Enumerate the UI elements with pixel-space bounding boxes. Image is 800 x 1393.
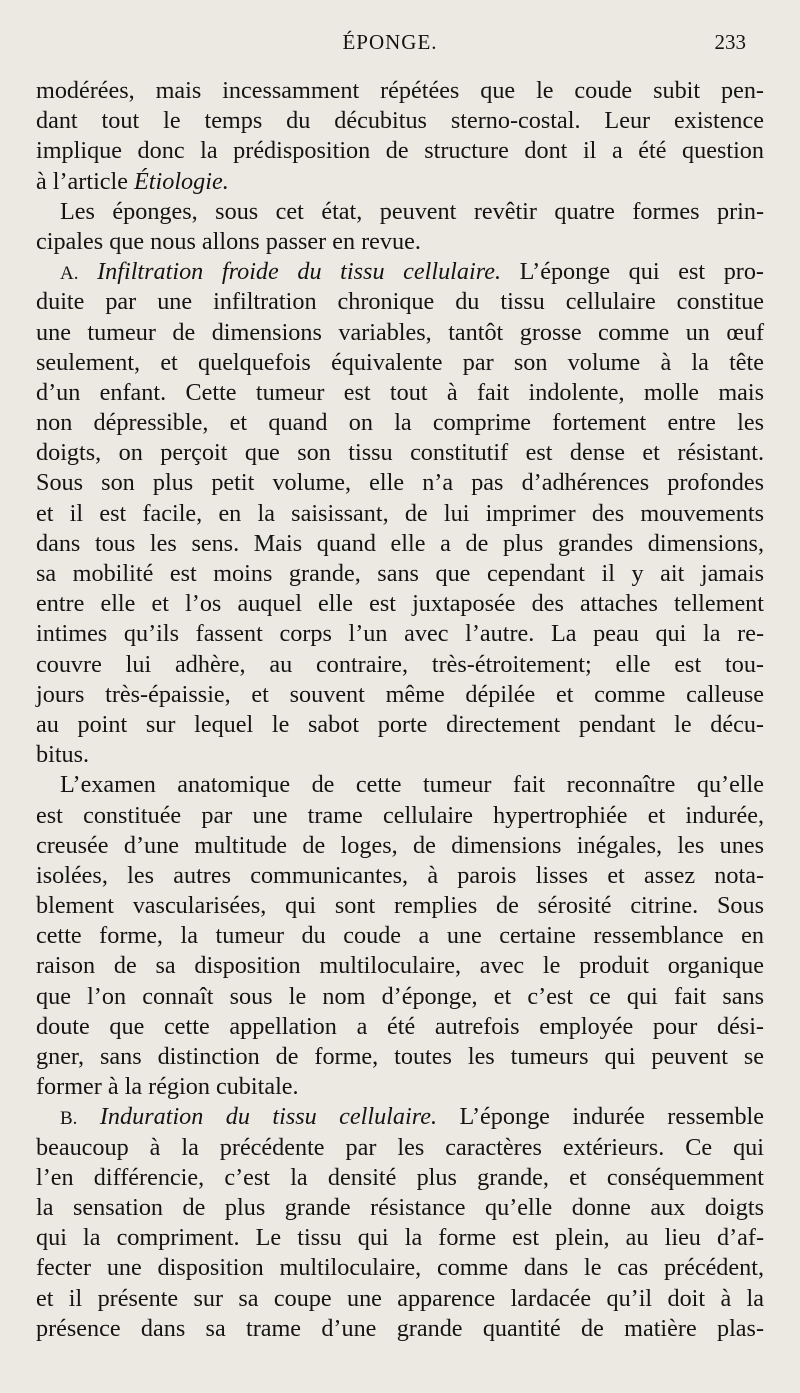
text-line: fecter une disposition multiloculaire, comme dans le cas précédent, — [36, 1254, 764, 1282]
section-heading-line — [36, 1102, 764, 1132]
running-head — [0, 30, 800, 60]
text-line: former à la région cubitale. — [36, 1073, 299, 1101]
text-line: l’en différencie, c’est la densité plus grande, et conséquemment — [36, 1163, 764, 1191]
page-number: 233 — [714, 30, 746, 54]
text-line: et il présente sur sa coupe une apparence lardacée qu’il doit à la — [36, 1284, 764, 1312]
section-label: A. — [60, 263, 79, 285]
text-line: blement vascularisées, qui sont remplies de sérosité citrine. Sous — [36, 892, 764, 920]
text-line: est constituée par une trame cellulaire hypertrophiée et indurée, — [36, 801, 764, 829]
running-title: ÉPONGE. — [342, 30, 438, 54]
text-line: sa mobilité est moins grande, sans que cependant il y ait jamais — [36, 560, 764, 587]
text-line: une tumeur de dimensions variables, tantôt grosse comme un œuf — [36, 318, 764, 346]
text-line: d’un enfant. Cette tumeur est tout à fait indolente, molle mais — [36, 378, 764, 406]
text-line: seulement, et quelquefois équivalente par son volume à la tête — [36, 348, 764, 376]
text-line: et il est facile, en la saisissant, de lui imprimer des mouvements — [36, 499, 764, 527]
text-line: que l’on connaît sous le nom d’éponge, et c’est ce qui fait sans — [36, 982, 764, 1010]
text-line: cipales que nous allons passer en revue. — [36, 227, 421, 255]
text-line: intimes qu’ils fassent corps l’un avec l’autre. La peau qui la re- — [36, 620, 764, 648]
text-line: jours très-épaissie, et souvent même dépilée et comme calleuse — [36, 680, 764, 708]
italic-term: Étiologie. — [134, 167, 229, 195]
section-title: Induration du tissu cellulaire. — [99, 1103, 438, 1131]
text-line: beaucoup à la précédente par les caractères extérieurs. Ce qui — [36, 1133, 764, 1161]
body-text — [36, 76, 764, 1344]
text-line: au point sur lequel le sabot porte directement pendant le décu- — [36, 710, 764, 738]
text-line: doigts, on perçoit que son tissu constitutif est dense et résistant. — [36, 439, 764, 467]
text-line: bitus. — [36, 741, 90, 769]
text-line: implique donc la prédisposition de structure dont il a été question — [36, 137, 764, 165]
section-label: B. — [60, 1108, 78, 1130]
text-line: isolées, les autres communicantes, à parois lisses et assez nota- — [36, 861, 764, 889]
paragraph-first-line: Les éponges, sous cet état, peuvent revêtir quatre formes prin- — [60, 197, 764, 225]
text-line: cette forme, la tumeur du coude a une certaine ressemblance en — [36, 922, 764, 950]
text-line — [36, 167, 764, 197]
text-line: qui la compriment. Le tissu qui la forme est plein, au lieu d’af- — [36, 1224, 764, 1252]
text-line: entre elle et l’os auquel elle est juxtaposée des attaches tellement — [36, 590, 764, 618]
paragraph-first-line: L’examen anatomique de cette tumeur fait reconnaître qu’elle — [60, 771, 764, 799]
text-line: creusée d’une multitude de loges, de dimensions inégales, les unes — [36, 831, 764, 859]
text-line: raison de sa disposition multiloculaire, avec le produit organique — [36, 952, 764, 980]
text-line: modérées, mais incessamment répétées que le coude subit pen- — [36, 77, 764, 104]
text-line: duite par une infiltration chronique du tissu cellulaire constitue — [36, 288, 764, 316]
text-line: gner, sans distinction de forme, toutes les tumeurs qui peuvent se — [36, 1043, 764, 1070]
section-title: Infiltration froide du tissu cellulaire. — [97, 258, 501, 286]
text-line: doute que cette appellation a été autrefois employée pour dési- — [36, 1012, 764, 1040]
text-line: dant tout le temps du décubitus sterno-costal. Leur existence — [36, 107, 764, 135]
text-line: Sous son plus petit volume, elle n’a pas d’adhérences profondes — [36, 469, 764, 497]
text-line: couvre lui adhère, au contraire, très-étroitement; elle est tou- — [36, 650, 764, 678]
line-text: à l’article — [36, 167, 135, 195]
line-text: L’éponge indurée ressemble — [437, 1103, 764, 1131]
section-heading-line — [36, 257, 764, 287]
text-line: la sensation de plus grande résistance qu’elle donne aux doigts — [36, 1193, 764, 1221]
line-text: L’éponge qui est pro- — [501, 258, 764, 286]
text-line: présence dans sa trame d’une grande quantité de matière plas- — [36, 1314, 764, 1342]
text-line: dans tous les sens. Mais quand elle a de plus grandes dimensions, — [36, 529, 764, 557]
text-line: non dépressible, et quand on la comprime fortement entre les — [36, 409, 764, 437]
